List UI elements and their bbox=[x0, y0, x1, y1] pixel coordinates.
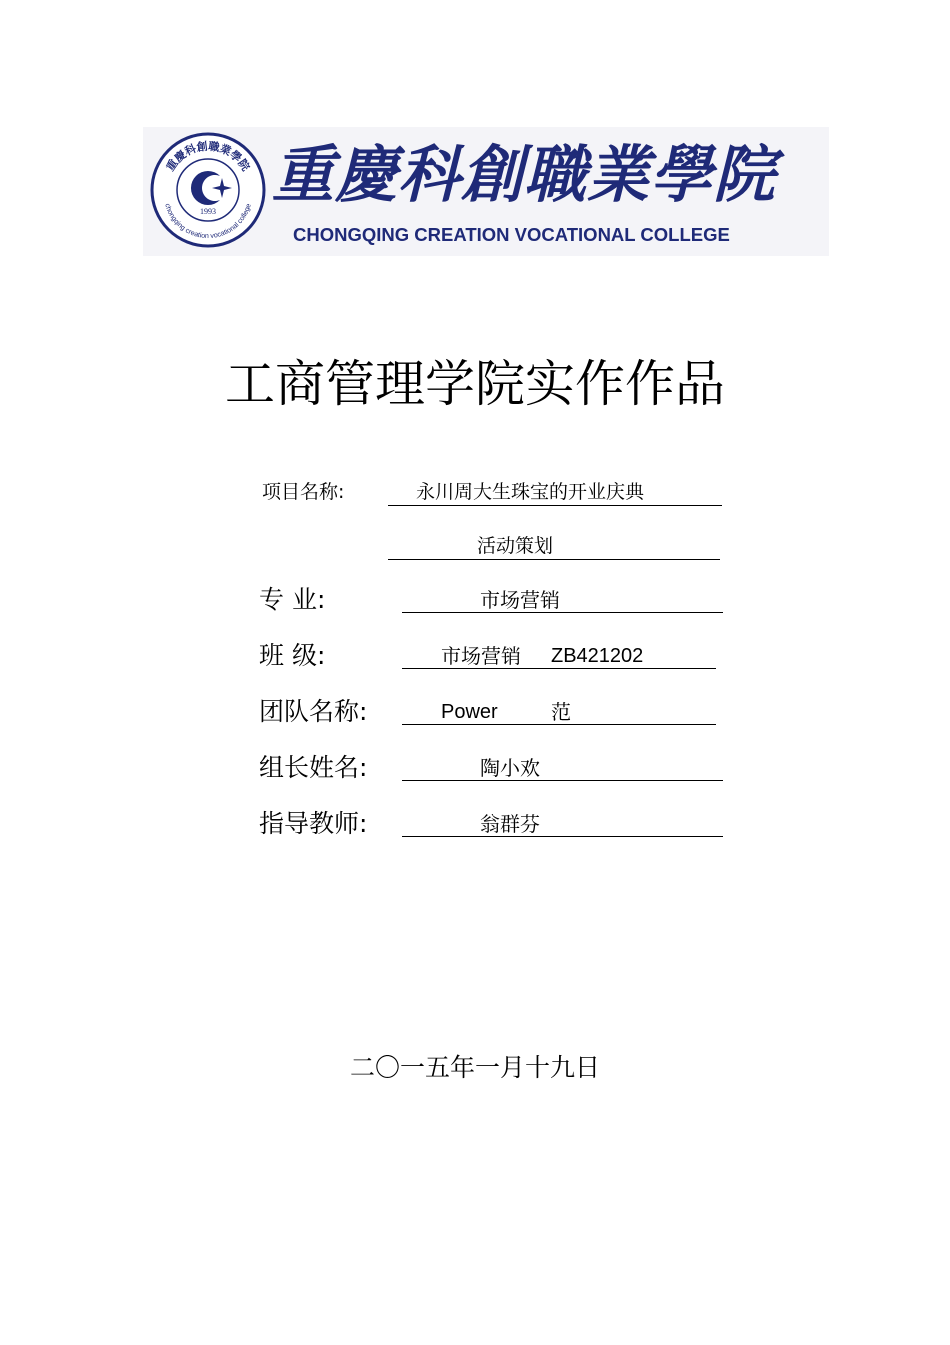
seal-year: 1993 bbox=[200, 207, 216, 216]
teacher-underline bbox=[402, 836, 723, 837]
project-underline-1 bbox=[388, 505, 722, 506]
project-label: 项目名称: bbox=[262, 481, 345, 503]
major-value: 市场营销 bbox=[480, 588, 560, 612]
leader-underline bbox=[402, 780, 723, 781]
leader-label: 组长姓名: bbox=[259, 753, 368, 782]
project-underline-2 bbox=[388, 559, 720, 560]
teacher-label: 指导教师: bbox=[259, 809, 368, 838]
document-date: 二〇一五年一月十九日 bbox=[349, 1053, 600, 1082]
class-value-code: ZB421202 bbox=[551, 645, 644, 667]
team-value-cn: 范 bbox=[551, 700, 571, 724]
college-name-cn: 重慶科創職業學院 bbox=[272, 138, 777, 211]
class-label: 班 级: bbox=[259, 641, 326, 670]
seal-arc-text: chongqing creation vocational college bbox=[163, 202, 253, 241]
team-underline bbox=[402, 724, 716, 725]
team-value-en: Power bbox=[441, 701, 498, 723]
project-value-line2: 活动策划 bbox=[477, 535, 554, 557]
seal-text: 重慶科創職業學院 bbox=[163, 139, 253, 174]
class-underline bbox=[402, 668, 716, 669]
project-value-line1: 永川周大生珠宝的开业庆典 bbox=[416, 481, 645, 503]
major-label: 专 业: bbox=[259, 585, 326, 614]
college-seal-icon bbox=[150, 132, 266, 248]
page-title: 工商管理学院实作作品 bbox=[225, 355, 725, 413]
teacher-value: 翁群芬 bbox=[480, 812, 540, 836]
team-label: 团队名称: bbox=[259, 697, 368, 726]
leader-value: 陶小欢 bbox=[480, 756, 540, 780]
major-underline bbox=[402, 612, 723, 613]
class-value-cn: 市场营销 bbox=[441, 644, 521, 668]
college-name-en: CHONGQING CREATION VOCATIONAL COLLEGE bbox=[293, 224, 730, 245]
